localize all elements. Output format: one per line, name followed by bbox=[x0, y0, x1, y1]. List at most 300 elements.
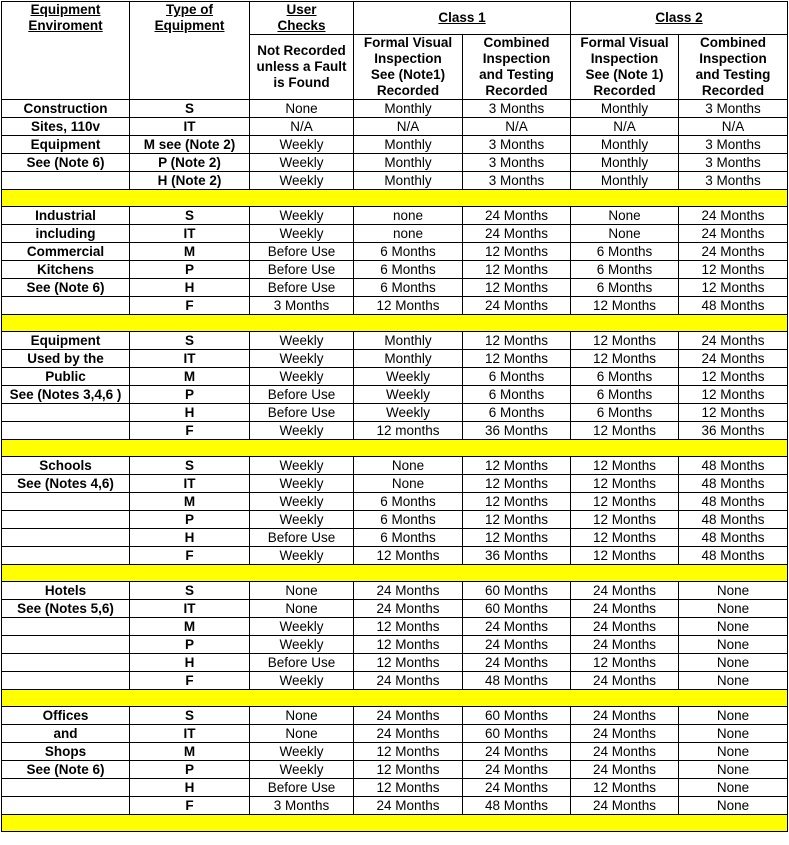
class2-combined-cell: 48 Months bbox=[679, 297, 788, 315]
c2-combined-line3: and Testing bbox=[695, 67, 771, 82]
c1-visual-line2: Inspection bbox=[374, 51, 442, 66]
type-cell: P bbox=[130, 761, 250, 779]
class2-header: Class 2 bbox=[571, 2, 788, 35]
class2-visual-cell: 24 Months bbox=[571, 672, 679, 690]
user-checks-header bbox=[250, 2, 354, 35]
type-cell: IT bbox=[130, 118, 250, 136]
type-cell: H bbox=[130, 529, 250, 547]
class2-visual-cell: N/A bbox=[571, 118, 679, 136]
class1-visual-cell: 24 Months bbox=[354, 582, 463, 600]
c2-combined-line1: Combined bbox=[700, 35, 767, 50]
type-cell: P bbox=[130, 636, 250, 654]
class2-combined-cell: 48 Months bbox=[679, 511, 788, 529]
user-checks-cell: Weekly bbox=[250, 154, 354, 172]
class2-combined-cell: 48 Months bbox=[679, 475, 788, 493]
type-cell: M bbox=[130, 618, 250, 636]
class2-combined-cell: 12 Months bbox=[679, 386, 788, 404]
table-row bbox=[2, 297, 788, 315]
class2-combined-cell: None bbox=[679, 636, 788, 654]
separator-band bbox=[2, 815, 788, 832]
class2-visual-cell: 24 Months bbox=[571, 743, 679, 761]
class1-combined-cell: 24 Months bbox=[463, 297, 571, 315]
class1-visual-cell: Monthly bbox=[354, 100, 463, 118]
table-row bbox=[2, 368, 788, 386]
user-checks-cell: Weekly bbox=[250, 350, 354, 368]
class1-combined-cell: 12 Months bbox=[463, 493, 571, 511]
environment-cell: See (Notes 3,4,6 ) bbox=[2, 386, 130, 404]
class1-combined-cell: 6 Months bbox=[463, 386, 571, 404]
table-row bbox=[2, 207, 788, 225]
user-checks-subheader bbox=[250, 35, 354, 100]
class2-visual-cell: Monthly bbox=[571, 100, 679, 118]
class2-visual-cell: 12 Months bbox=[571, 493, 679, 511]
type-cell: H bbox=[130, 279, 250, 297]
class2-visual-cell: 6 Months bbox=[571, 404, 679, 422]
class1-combined-cell: 36 Months bbox=[463, 422, 571, 440]
class2-visual-cell: 12 Months bbox=[571, 475, 679, 493]
class2-combined-cell: 12 Months bbox=[679, 261, 788, 279]
class2-combined-cell: 48 Months bbox=[679, 529, 788, 547]
group-separator bbox=[2, 565, 788, 582]
class1-visual-cell: 12 Months bbox=[354, 654, 463, 672]
class2-visual-cell: 12 Months bbox=[571, 422, 679, 440]
user-checks-cell: Before Use bbox=[250, 404, 354, 422]
class1-combined-cell: 12 Months bbox=[463, 457, 571, 475]
environment-cell: Industrial bbox=[2, 207, 130, 225]
class1-combined-cell: 24 Months bbox=[463, 779, 571, 797]
class1-combined-cell: 24 Months bbox=[463, 207, 571, 225]
table-row bbox=[2, 422, 788, 440]
table-row bbox=[2, 475, 788, 493]
c1-visual-line3: See (Note1) bbox=[370, 67, 446, 82]
user-checks-cell: None bbox=[250, 582, 354, 600]
class2-visual-subheader bbox=[571, 35, 679, 100]
user-checks-cell: Weekly bbox=[250, 422, 354, 440]
user-checks-cell: Weekly bbox=[250, 475, 354, 493]
user-checks-cell: Weekly bbox=[250, 368, 354, 386]
environment-cell bbox=[2, 654, 130, 672]
environment-cell: See (Notes 4,6) bbox=[2, 475, 130, 493]
class1-visual-cell: Monthly bbox=[354, 136, 463, 154]
table-row bbox=[2, 386, 788, 404]
class1-combined-cell: N/A bbox=[463, 118, 571, 136]
type-cell: F bbox=[130, 797, 250, 815]
class2-combined-cell: 3 Months bbox=[679, 136, 788, 154]
class1-visual-cell: 12 Months bbox=[354, 743, 463, 761]
type-cell: S bbox=[130, 582, 250, 600]
class2-visual-cell: 6 Months bbox=[571, 368, 679, 386]
class2-visual-cell: 12 Months bbox=[571, 529, 679, 547]
class2-combined-cell: None bbox=[679, 654, 788, 672]
class2-combined-cell: 24 Months bbox=[679, 225, 788, 243]
environment-cell: Public bbox=[2, 368, 130, 386]
class1-visual-cell: Monthly bbox=[354, 332, 463, 350]
type-cell: IT bbox=[130, 725, 250, 743]
type-cell: P bbox=[130, 261, 250, 279]
class1-combined-cell: 60 Months bbox=[463, 707, 571, 725]
environment-cell bbox=[2, 797, 130, 815]
table-row bbox=[2, 529, 788, 547]
class1-combined-cell: 24 Months bbox=[463, 743, 571, 761]
class1-visual-cell: None bbox=[354, 457, 463, 475]
table-row bbox=[2, 582, 788, 600]
user-checks-cell: None bbox=[250, 100, 354, 118]
user-sub-line1: Not Recorded bbox=[257, 43, 346, 58]
table-row bbox=[2, 600, 788, 618]
table-row bbox=[2, 225, 788, 243]
separator-band bbox=[2, 690, 788, 707]
user-checks-cell: Weekly bbox=[250, 511, 354, 529]
table-row bbox=[2, 404, 788, 422]
environment-cell bbox=[2, 511, 130, 529]
class1-combined-cell: 24 Months bbox=[463, 618, 571, 636]
user-checks-cell: None bbox=[250, 600, 354, 618]
environment-cell: Equipment bbox=[2, 332, 130, 350]
group-separator bbox=[2, 440, 788, 457]
type-cell: M bbox=[130, 368, 250, 386]
class1-combined-cell: 48 Months bbox=[463, 672, 571, 690]
group-separator bbox=[2, 190, 788, 207]
environment-header-line2: Enviroment bbox=[28, 18, 103, 33]
class1-visual-cell: 24 Months bbox=[354, 797, 463, 815]
table-row bbox=[2, 654, 788, 672]
user-checks-cell: Before Use bbox=[250, 779, 354, 797]
class1-visual-cell: 24 Months bbox=[354, 707, 463, 725]
class2-visual-cell: 6 Months bbox=[571, 243, 679, 261]
c1-combined-line1: Combined bbox=[483, 35, 550, 50]
type-cell: S bbox=[130, 207, 250, 225]
class1-visual-cell: 12 months bbox=[354, 422, 463, 440]
class1-combined-cell: 3 Months bbox=[463, 154, 571, 172]
class2-combined-cell: None bbox=[679, 761, 788, 779]
table-row bbox=[2, 154, 788, 172]
c1-combined-line4: Recorded bbox=[485, 83, 548, 98]
type-cell: H bbox=[130, 404, 250, 422]
class1-visual-cell: 12 Months bbox=[354, 779, 463, 797]
class1-combined-cell: 60 Months bbox=[463, 582, 571, 600]
class2-combined-cell: None bbox=[679, 672, 788, 690]
type-cell: M bbox=[130, 743, 250, 761]
environment-cell bbox=[2, 618, 130, 636]
class1-visual-cell: 12 Months bbox=[354, 761, 463, 779]
table-row bbox=[2, 350, 788, 368]
c2-visual-line2: Inspection bbox=[590, 51, 659, 66]
class1-combined-cell: 6 Months bbox=[463, 404, 571, 422]
environment-cell: See (Notes 5,6) bbox=[2, 600, 130, 618]
class1-visual-cell: 12 Months bbox=[354, 547, 463, 565]
user-checks-cell: Weekly bbox=[250, 457, 354, 475]
type-cell: H bbox=[130, 779, 250, 797]
class2-visual-cell: 12 Months bbox=[571, 457, 679, 475]
separator-band bbox=[2, 565, 788, 582]
environment-cell: See (Note 6) bbox=[2, 154, 130, 172]
class1-visual-subheader bbox=[354, 35, 463, 100]
user-checks-cell: N/A bbox=[250, 118, 354, 136]
table-row bbox=[2, 707, 788, 725]
type-cell: IT bbox=[130, 475, 250, 493]
user-checks-cell: Weekly bbox=[250, 225, 354, 243]
class2-combined-cell: None bbox=[679, 600, 788, 618]
class2-combined-cell: 48 Months bbox=[679, 493, 788, 511]
class2-visual-cell: 6 Months bbox=[571, 261, 679, 279]
type-cell: S bbox=[130, 332, 250, 350]
class2-combined-cell: 24 Months bbox=[679, 350, 788, 368]
user-checks-cell: 3 Months bbox=[250, 297, 354, 315]
environment-cell bbox=[2, 172, 130, 190]
user-checks-cell: Weekly bbox=[250, 172, 354, 190]
table-row bbox=[2, 279, 788, 297]
class2-visual-cell: 24 Months bbox=[571, 582, 679, 600]
class1-visual-cell: 6 Months bbox=[354, 279, 463, 297]
class1-combined-cell: 24 Months bbox=[463, 654, 571, 672]
class1-visual-cell: 6 Months bbox=[354, 511, 463, 529]
user-checks-cell: Before Use bbox=[250, 654, 354, 672]
type-cell: F bbox=[130, 672, 250, 690]
class2-combined-cell: N/A bbox=[679, 118, 788, 136]
class1-combined-cell: 12 Months bbox=[463, 529, 571, 547]
environment-cell bbox=[2, 422, 130, 440]
environment-cell: See (Note 6) bbox=[2, 279, 130, 297]
class1-combined-cell: 60 Months bbox=[463, 600, 571, 618]
class1-visual-cell: Monthly bbox=[354, 172, 463, 190]
separator-band bbox=[2, 440, 788, 457]
type-cell: P (Note 2) bbox=[130, 154, 250, 172]
class1-visual-cell: Weekly bbox=[354, 386, 463, 404]
environment-cell: See (Note 6) bbox=[2, 761, 130, 779]
user-checks-cell: Before Use bbox=[250, 279, 354, 297]
table-row bbox=[2, 547, 788, 565]
type-cell: F bbox=[130, 297, 250, 315]
environment-cell bbox=[2, 636, 130, 654]
class2-visual-cell: 12 Months bbox=[571, 547, 679, 565]
type-cell: IT bbox=[130, 350, 250, 368]
table-row bbox=[2, 779, 788, 797]
class2-visual-cell: Monthly bbox=[571, 172, 679, 190]
environment-cell: Commercial bbox=[2, 243, 130, 261]
type-cell: M bbox=[130, 493, 250, 511]
class2-combined-cell: 24 Months bbox=[679, 332, 788, 350]
class1-combined-cell: 12 Months bbox=[463, 475, 571, 493]
user-checks-cell: Before Use bbox=[250, 386, 354, 404]
user-checks-cell: Weekly bbox=[250, 618, 354, 636]
type-header-line2: Equipment bbox=[154, 18, 225, 33]
c1-combined-line2: Inspection bbox=[482, 51, 551, 66]
user-checks-cell: Weekly bbox=[250, 636, 354, 654]
environment-cell bbox=[2, 529, 130, 547]
environment-header bbox=[2, 2, 130, 100]
environment-cell: Offices bbox=[2, 707, 130, 725]
user-checks-cell: Weekly bbox=[250, 547, 354, 565]
environment-cell bbox=[2, 404, 130, 422]
class2-combined-cell: None bbox=[679, 779, 788, 797]
user-checks-cell: 3 Months bbox=[250, 797, 354, 815]
class2-combined-cell: None bbox=[679, 743, 788, 761]
class2-visual-cell: 24 Months bbox=[571, 600, 679, 618]
c1-visual-line4: Recorded bbox=[376, 83, 440, 98]
user-checks-cell: Before Use bbox=[250, 243, 354, 261]
class1-visual-cell: None bbox=[354, 475, 463, 493]
table-row bbox=[2, 636, 788, 654]
table-row bbox=[2, 172, 788, 190]
table-row bbox=[2, 332, 788, 350]
class2-visual-cell: 24 Months bbox=[571, 707, 679, 725]
user-checks-cell: Weekly bbox=[250, 672, 354, 690]
inspection-schedule-table bbox=[1, 1, 788, 832]
class2-visual-cell: 12 Months bbox=[571, 511, 679, 529]
class1-visual-cell: Monthly bbox=[354, 350, 463, 368]
user-checks-cell: Before Use bbox=[250, 261, 354, 279]
group-separator bbox=[2, 690, 788, 707]
class1-combined-cell: 3 Months bbox=[463, 136, 571, 154]
class1-visual-cell: 6 Months bbox=[354, 493, 463, 511]
table-row bbox=[2, 493, 788, 511]
environment-cell bbox=[2, 672, 130, 690]
type-cell: S bbox=[130, 707, 250, 725]
class2-combined-subheader bbox=[679, 35, 788, 100]
class2-combined-cell: 12 Months bbox=[679, 368, 788, 386]
table-row bbox=[2, 261, 788, 279]
class2-visual-cell: 12 Months bbox=[571, 332, 679, 350]
class1-visual-cell: 12 Months bbox=[354, 636, 463, 654]
user-checks-cell: Weekly bbox=[250, 136, 354, 154]
c2-visual-line4: Recorded bbox=[593, 83, 656, 98]
environment-cell bbox=[2, 547, 130, 565]
class1-combined-cell: 24 Months bbox=[463, 225, 571, 243]
class2-combined-cell: 12 Months bbox=[679, 279, 788, 297]
class1-combined-cell: 12 Months bbox=[463, 332, 571, 350]
environment-cell bbox=[2, 493, 130, 511]
table-row bbox=[2, 511, 788, 529]
class2-visual-cell: None bbox=[571, 225, 679, 243]
environment-cell bbox=[2, 297, 130, 315]
class2-combined-cell: 3 Months bbox=[679, 100, 788, 118]
environment-cell: and bbox=[2, 725, 130, 743]
type-cell: S bbox=[130, 100, 250, 118]
type-header-line1: Type of bbox=[166, 2, 213, 17]
class2-combined-cell: 48 Months bbox=[679, 547, 788, 565]
user-sub-line2: unless a Fault bbox=[256, 59, 347, 74]
class2-combined-cell: None bbox=[679, 797, 788, 815]
type-cell: S bbox=[130, 457, 250, 475]
class1-visual-cell: 24 Months bbox=[354, 672, 463, 690]
class2-visual-cell: Monthly bbox=[571, 136, 679, 154]
class2-combined-cell: 36 Months bbox=[679, 422, 788, 440]
separator-band bbox=[2, 315, 788, 332]
user-checks-cell: None bbox=[250, 725, 354, 743]
class1-combined-cell: 12 Months bbox=[463, 511, 571, 529]
class1-combined-cell: 24 Months bbox=[463, 636, 571, 654]
user-checks-cell: Weekly bbox=[250, 332, 354, 350]
class1-visual-cell: 6 Months bbox=[354, 243, 463, 261]
type-cell: H bbox=[130, 654, 250, 672]
type-cell: H (Note 2) bbox=[130, 172, 250, 190]
class1-combined-cell: 24 Months bbox=[463, 761, 571, 779]
group-separator bbox=[2, 315, 788, 332]
class1-combined-cell: 60 Months bbox=[463, 725, 571, 743]
environment-cell: Sites, 110v bbox=[2, 118, 130, 136]
type-cell: F bbox=[130, 422, 250, 440]
environment-cell: Shops bbox=[2, 743, 130, 761]
class1-combined-cell: 3 Months bbox=[463, 100, 571, 118]
class2-combined-cell: None bbox=[679, 582, 788, 600]
class1-combined-cell: 3 Months bbox=[463, 172, 571, 190]
class1-combined-cell: 12 Months bbox=[463, 350, 571, 368]
class1-visual-cell: Weekly bbox=[354, 404, 463, 422]
class2-combined-cell: 3 Months bbox=[679, 154, 788, 172]
type-cell: P bbox=[130, 386, 250, 404]
c2-combined-line2: Inspection bbox=[699, 51, 767, 66]
class2-visual-cell: 12 Months bbox=[571, 350, 679, 368]
class2-combined-cell: 48 Months bbox=[679, 457, 788, 475]
class1-visual-cell: 12 Months bbox=[354, 297, 463, 315]
class1-visual-cell: 12 Months bbox=[354, 618, 463, 636]
environment-cell: Schools bbox=[2, 457, 130, 475]
class1-combined-cell: 12 Months bbox=[463, 261, 571, 279]
type-cell: M see (Note 2) bbox=[130, 136, 250, 154]
environment-cell: Equipment bbox=[2, 136, 130, 154]
class2-visual-cell: None bbox=[571, 207, 679, 225]
class2-combined-cell: 3 Months bbox=[679, 172, 788, 190]
class2-visual-cell: 6 Months bbox=[571, 279, 679, 297]
class2-visual-cell: 12 Months bbox=[571, 297, 679, 315]
class1-visual-cell: Monthly bbox=[354, 154, 463, 172]
type-cell: IT bbox=[130, 225, 250, 243]
c1-combined-line3: and Testing bbox=[479, 67, 554, 82]
class1-visual-cell: 6 Months bbox=[354, 529, 463, 547]
type-cell: P bbox=[130, 511, 250, 529]
table-row bbox=[2, 136, 788, 154]
c2-visual-line3: See (Note 1) bbox=[585, 67, 664, 82]
type-cell: IT bbox=[130, 600, 250, 618]
user-checks-cell: Before Use bbox=[250, 529, 354, 547]
c2-combined-line4: Recorded bbox=[701, 83, 765, 98]
class2-combined-cell: 12 Months bbox=[679, 404, 788, 422]
class1-combined-cell: 12 Months bbox=[463, 243, 571, 261]
environment-cell: including bbox=[2, 225, 130, 243]
environment-cell bbox=[2, 779, 130, 797]
environment-cell: Hotels bbox=[2, 582, 130, 600]
class2-visual-cell: 24 Months bbox=[571, 761, 679, 779]
environment-cell: Construction bbox=[2, 100, 130, 118]
class2-combined-cell: 24 Months bbox=[679, 243, 788, 261]
table-row bbox=[2, 797, 788, 815]
class2-visual-cell: 12 Months bbox=[571, 779, 679, 797]
user-checks-cell: None bbox=[250, 707, 354, 725]
class2-combined-cell: None bbox=[679, 707, 788, 725]
class1-visual-cell: Weekly bbox=[354, 368, 463, 386]
table-row bbox=[2, 100, 788, 118]
table-row bbox=[2, 761, 788, 779]
class1-header: Class 1 bbox=[354, 2, 571, 35]
class1-visual-cell: none bbox=[354, 207, 463, 225]
environment-cell: Used by the bbox=[2, 350, 130, 368]
class2-combined-cell: None bbox=[679, 725, 788, 743]
user-checks-cell: Weekly bbox=[250, 493, 354, 511]
table-row bbox=[2, 243, 788, 261]
table-row bbox=[2, 457, 788, 475]
class1-combined-subheader bbox=[463, 35, 571, 100]
class1-visual-cell: 24 Months bbox=[354, 725, 463, 743]
group-separator bbox=[2, 815, 788, 832]
class1-visual-cell: N/A bbox=[354, 118, 463, 136]
user-checks-header-line1: User bbox=[286, 2, 317, 17]
user-checks-cell: Weekly bbox=[250, 761, 354, 779]
user-checks-cell: Weekly bbox=[250, 207, 354, 225]
table-row bbox=[2, 118, 788, 136]
environment-cell: Kitchens bbox=[2, 261, 130, 279]
table-row bbox=[2, 725, 788, 743]
table-row bbox=[2, 743, 788, 761]
